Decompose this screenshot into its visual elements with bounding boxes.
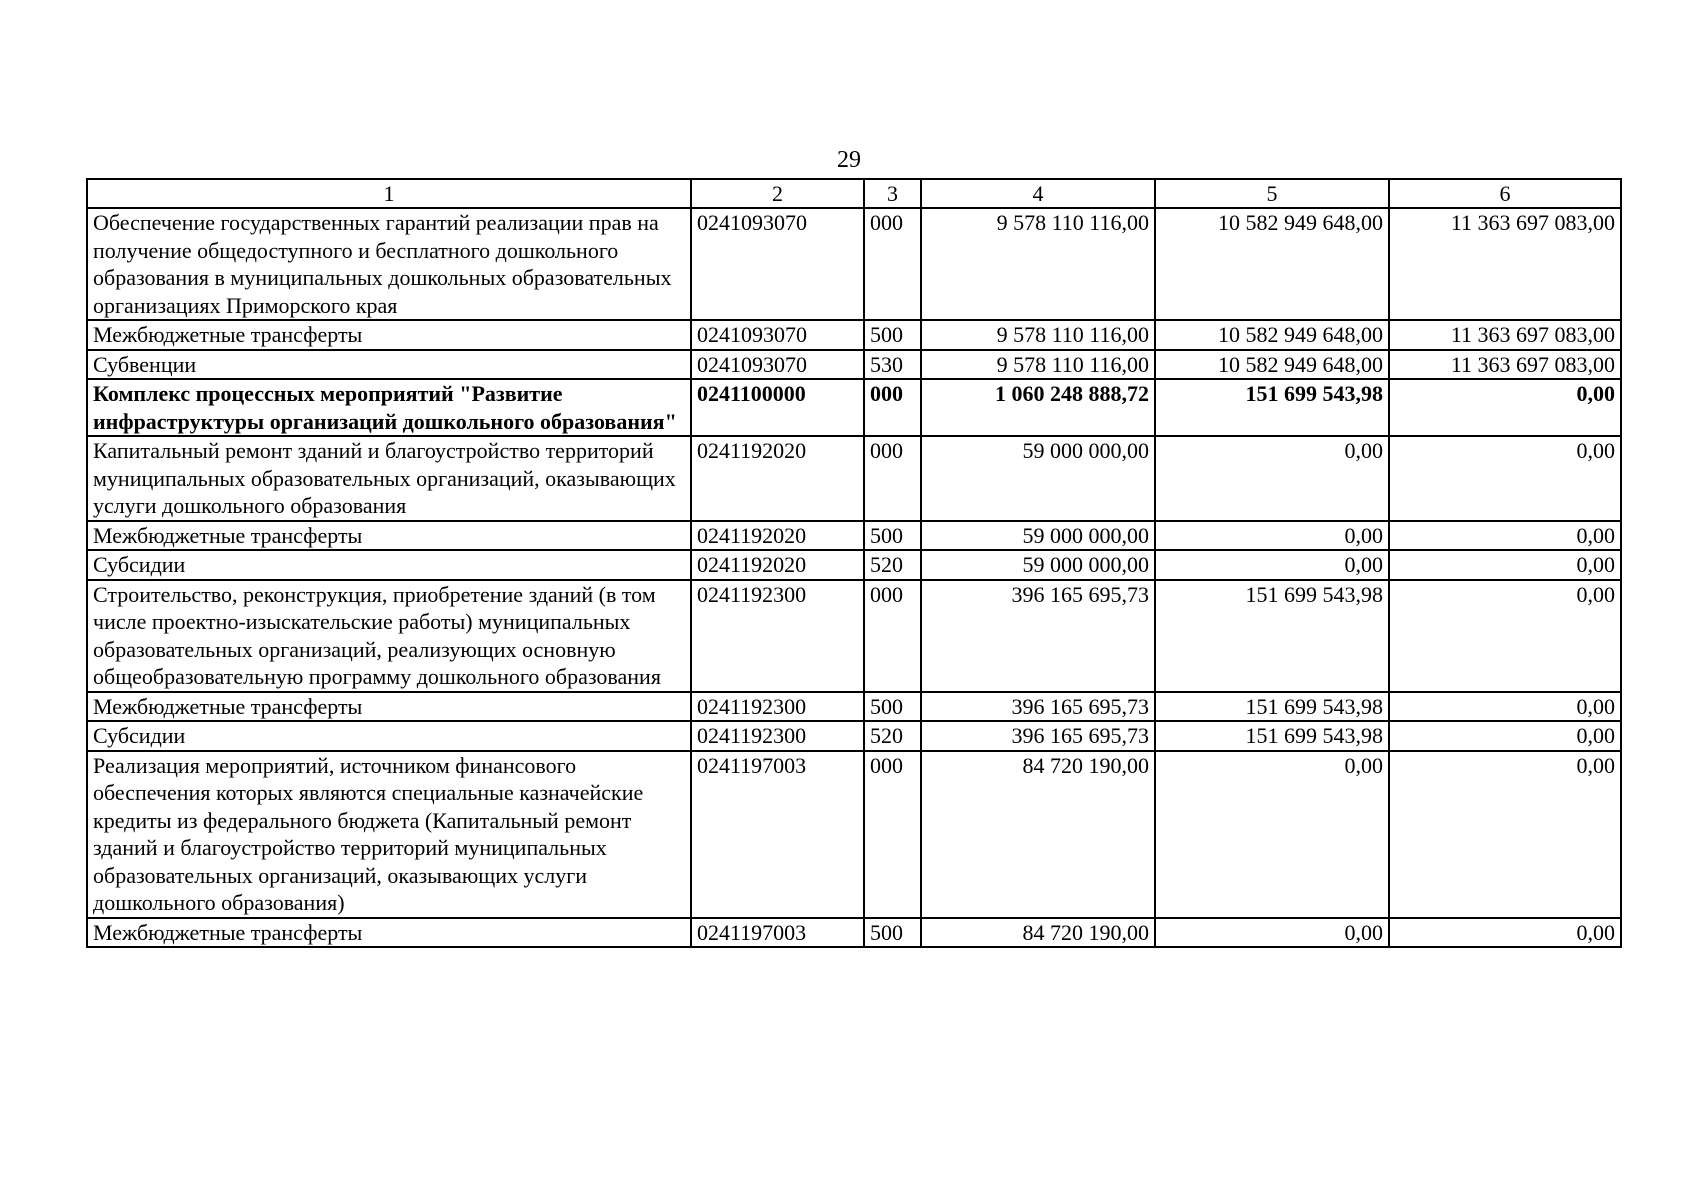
row-amount-col4-cell: 59 000 000,00 [921,521,1155,551]
row-name-cell: Субсидии [87,550,691,580]
row-code-cell: 0241192020 [691,550,864,580]
row-code-cell: 0241192300 [691,580,864,692]
table-row [87,721,1621,751]
column-header-3: 3 [864,179,921,208]
row-name-cell: Субвенции [87,350,691,380]
row-amount-col6-cell: 0,00 [1389,521,1621,551]
row-amount-col6-cell: 11 363 697 083,00 [1389,350,1621,380]
row-amount-col4-cell: 84 720 190,00 [921,918,1155,948]
row-amount-col5-cell: 0,00 [1155,436,1389,521]
row-amount-col6-cell: 0,00 [1389,580,1621,692]
row-expense-type-cell: 520 [864,550,921,580]
row-name-cell: Строительство, реконструкция, приобретение зданий (в том числе проектно-изыскательские работы) муниципальных образовательных организаций, реализующих основную общеобразовательную программу дошкольного образования [87,580,691,692]
row-amount-col4-cell: 59 000 000,00 [921,550,1155,580]
row-amount-col4-cell: 59 000 000,00 [921,436,1155,521]
table-row [87,580,1621,692]
row-amount-col5-cell: 0,00 [1155,521,1389,551]
row-code-cell: 0241100000 [691,379,864,436]
row-amount-col5-cell: 0,00 [1155,918,1389,948]
row-name-cell: Капитальный ремонт зданий и благоустройство территорий муниципальных образовательных организаций, оказывающих услуги дошкольного образования [87,436,691,521]
row-expense-type-cell: 000 [864,208,921,320]
table-row [87,692,1621,722]
row-amount-col6-cell: 0,00 [1389,751,1621,918]
row-code-cell: 0241197003 [691,751,864,918]
row-amount-col6-cell: 0,00 [1389,379,1621,436]
table-row [87,521,1621,551]
column-header-1: 1 [87,179,691,208]
row-name-cell: Межбюджетные трансферты [87,918,691,948]
row-amount-col5-cell: 10 582 949 648,00 [1155,208,1389,320]
row-amount-col6-cell: 11 363 697 083,00 [1389,208,1621,320]
row-expense-type-cell: 500 [864,320,921,350]
row-name-cell: Реализация мероприятий, источником финансового обеспечения которых являются специальные казначейские кредиты из федерального бюджета (Капитальный ремонт зданий и благоустройство территорий муниципальных образовательных организаций, оказывающих услуги дошкольного образования) [87,751,691,918]
row-name-cell: Межбюджетные трансферты [87,320,691,350]
row-amount-col4-cell: 396 165 695,73 [921,580,1155,692]
row-expense-type-cell: 500 [864,918,921,948]
row-expense-type-cell: 530 [864,350,921,380]
table-row [87,379,1621,436]
row-amount-col5-cell: 151 699 543,98 [1155,379,1389,436]
row-amount-col5-cell: 151 699 543,98 [1155,580,1389,692]
table-row [87,436,1621,521]
row-code-cell: 0241192300 [691,721,864,751]
row-name-cell: Обеспечение государственных гарантий реализации прав на получение общедоступного и бесплатного дошкольного образования в муниципальных дошкольных образовательных организациях Приморского края [87,208,691,320]
row-amount-col5-cell: 0,00 [1155,550,1389,580]
column-header-2: 2 [691,179,864,208]
row-amount-col6-cell: 0,00 [1389,918,1621,948]
row-amount-col6-cell: 0,00 [1389,721,1621,751]
row-amount-col6-cell: 11 363 697 083,00 [1389,320,1621,350]
row-amount-col6-cell: 0,00 [1389,550,1621,580]
row-code-cell: 0241197003 [691,918,864,948]
row-expense-type-cell: 000 [864,436,921,521]
row-amount-col5-cell: 151 699 543,98 [1155,721,1389,751]
row-amount-col5-cell: 0,00 [1155,751,1389,918]
row-amount-col4-cell: 9 578 110 116,00 [921,320,1155,350]
row-amount-col6-cell: 0,00 [1389,692,1621,722]
row-amount-col5-cell: 10 582 949 648,00 [1155,350,1389,380]
row-amount-col6-cell: 0,00 [1389,436,1621,521]
row-expense-type-cell: 000 [864,751,921,918]
table-row [87,350,1621,380]
column-header-4: 4 [921,179,1155,208]
row-name-cell: Межбюджетные трансферты [87,692,691,722]
column-header-6: 6 [1389,179,1621,208]
row-name-cell: Субсидии [87,721,691,751]
row-amount-col5-cell: 151 699 543,98 [1155,692,1389,722]
row-amount-col4-cell: 396 165 695,73 [921,721,1155,751]
row-expense-type-cell: 000 [864,379,921,436]
row-expense-type-cell: 500 [864,692,921,722]
row-name-cell: Межбюджетные трансферты [87,521,691,551]
table-row [87,320,1621,350]
table-row [87,208,1621,320]
row-code-cell: 0241093070 [691,320,864,350]
row-code-cell: 0241192020 [691,436,864,521]
row-code-cell: 0241192020 [691,521,864,551]
row-expense-type-cell: 000 [864,580,921,692]
row-amount-col4-cell: 1 060 248 888,72 [921,379,1155,436]
table-body [87,208,1621,947]
row-expense-type-cell: 500 [864,521,921,551]
row-code-cell: 0241192300 [691,692,864,722]
row-name-cell: Комплекс процессных мероприятий "Развитие инфраструктуры организаций дошкольного образования" [87,379,691,436]
budget-table [86,178,1622,948]
row-amount-col4-cell: 9 578 110 116,00 [921,350,1155,380]
row-amount-col5-cell: 10 582 949 648,00 [1155,320,1389,350]
row-code-cell: 0241093070 [691,208,864,320]
page-number: 29 [837,147,861,173]
column-header-5: 5 [1155,179,1389,208]
table-row [87,550,1621,580]
row-expense-type-cell: 520 [864,721,921,751]
row-code-cell: 0241093070 [691,350,864,380]
row-amount-col4-cell: 396 165 695,73 [921,692,1155,722]
row-amount-col4-cell: 9 578 110 116,00 [921,208,1155,320]
table-row [87,918,1621,948]
table-row [87,751,1621,918]
row-amount-col4-cell: 84 720 190,00 [921,751,1155,918]
header-row [87,179,1621,208]
